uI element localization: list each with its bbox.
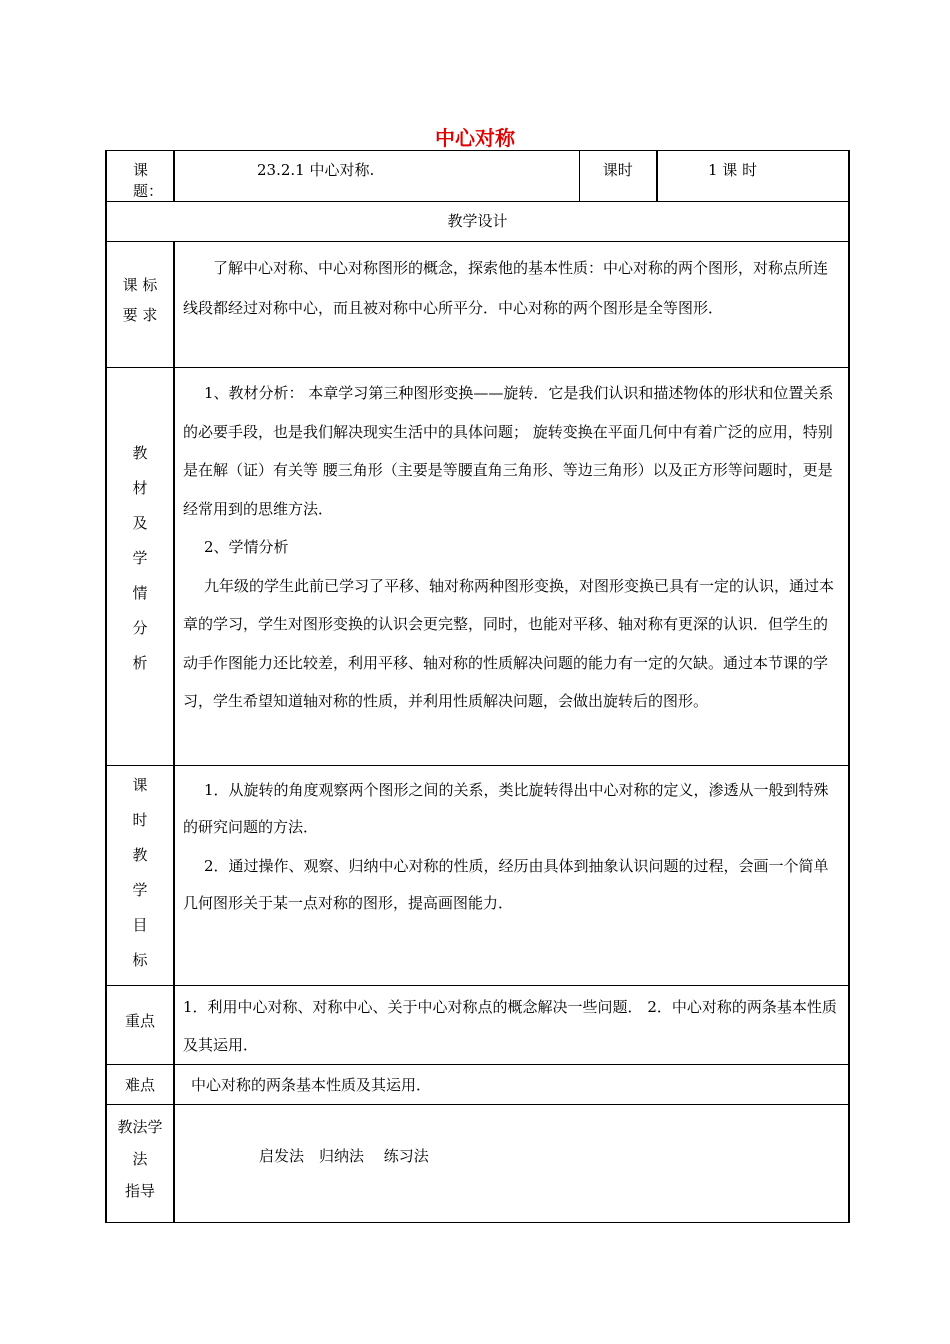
methods-label-line: 法 <box>132 1150 148 1168</box>
analysis-paragraph-1: 1、教材分析： 本章学习第三种图形变换——旋转．它是我们认识和描述物体的形状和位置关系的必要手段，也是我们解决现实生活中的具体问题； 旋转变换在平面几何中有着广泛的应用，特别是在解（证）有关等 腰三角形（主要是等腰直角三角形、等边三角形）以及正方形等问题时，更是经常用到的思维方法． <box>183 384 834 518</box>
topic-value: 23.2.1 中心对称. <box>174 151 579 202</box>
objectives-label-char: 时 <box>132 811 148 829</box>
objectives-label <box>106 766 174 986</box>
methods-label-line: 教法学 <box>117 1118 163 1136</box>
objectives-paragraph-1: 1．从旋转的角度观察两个图形之间的关系，类比旋转得出中心对称的定义，渗透从一般到特殊的研究问题的方法． <box>183 781 829 836</box>
objectives-paragraph-2: 2．通过操作、观察、归纳中心对称的性质，经历由具体到抽象认识问题的过程，会画一个简单几何图形关于某一点对称的图形，提高画图能力． <box>183 857 829 912</box>
objectives-row <box>106 766 849 986</box>
methods-label <box>106 1105 174 1223</box>
difficulties-text: 中心对称的两条基本性质及其运用． <box>174 1065 849 1105</box>
analysis-label-char: 情 <box>132 584 148 602</box>
methods-label-line: 指导 <box>124 1182 155 1200</box>
analysis-row <box>106 368 849 766</box>
analysis-paragraph-2: 2、学情分析 <box>204 538 289 556</box>
standards-label-line1: 课 标 <box>122 276 158 294</box>
analysis-label-char: 材 <box>132 479 148 497</box>
period-value: 1 课 时 <box>657 151 849 202</box>
key-points-row <box>106 986 849 1065</box>
analysis-label-char: 及 <box>132 514 148 532</box>
objectives-text-cell <box>174 766 849 986</box>
analysis-label-char: 教 <box>132 444 148 462</box>
key-points-text: 1．利用中心对称、对称中心、关于中心对称点的概念解决一些问题． 2．中心对称的两条基本性质及其运用． <box>174 986 849 1065</box>
topic-label: 课题： <box>106 151 174 202</box>
period-label: 课时 <box>579 151 657 202</box>
objectives-label-char: 标 <box>132 951 148 969</box>
methods-row <box>106 1105 849 1223</box>
analysis-label <box>106 368 174 766</box>
header-row <box>106 151 849 202</box>
objectives-label-char: 目 <box>132 916 148 934</box>
section-heading: 教学设计 <box>106 202 849 242</box>
difficulties-label: 难点 <box>106 1065 174 1105</box>
objectives-label-char: 课 <box>132 776 148 794</box>
objectives-label-char: 教 <box>132 846 148 864</box>
standards-label-line2: 要 求 <box>122 306 158 324</box>
analysis-label-char: 分 <box>132 619 148 637</box>
methods-text: 启发法 归纳法 练习法 <box>174 1105 849 1223</box>
standards-label <box>106 242 174 368</box>
section-heading-row <box>106 202 849 242</box>
lesson-plan-table <box>105 150 850 1223</box>
standards-text-cell <box>174 242 849 368</box>
analysis-text-cell <box>174 368 849 766</box>
standards-row <box>106 242 849 368</box>
key-points-label: 重点 <box>106 986 174 1065</box>
analysis-paragraph-3: 九年级的学生此前已学习了平移、轴对称两种图形变换，对图形变换已具有一定的认识，通过本章的学习，学生对图形变换的认识会更完整，同时，也能对平移、轴对称有更深的认识．但学生的动手作图能力还比较差，利用平移、轴对称的性质解决问题的能力有一定的欠缺。通过本节课的学习，学生希望知道轴对称的性质，并利用性质解决问题，会做出旋转后的图形。 <box>183 576 835 710</box>
difficulties-row <box>106 1065 849 1105</box>
analysis-label-char: 析 <box>132 654 148 672</box>
page-title: 中心对称 <box>435 126 515 150</box>
standards-text: 了解中心对称、中心对称图形的概念，探索他的基本性质：中心对称的两个图形，对称点所连线段都经过对称中心，而且被对称中心所平分．中心对称的两个图形是全等图形． <box>183 259 829 317</box>
analysis-label-char: 学 <box>132 549 148 567</box>
objectives-label-char: 学 <box>132 881 148 899</box>
